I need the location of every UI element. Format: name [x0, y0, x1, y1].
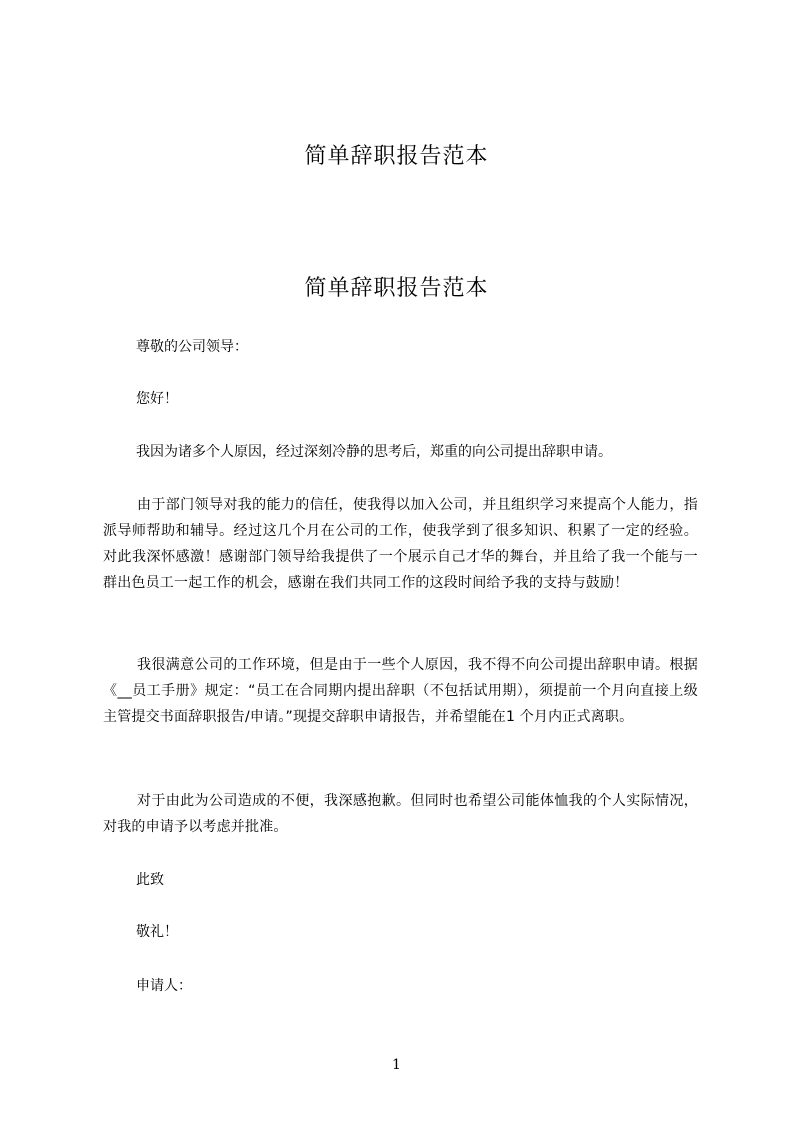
intro-paragraph: 我因为诸多个人原因，经过深刻冷静的思考后，郑重的向公司提出辞职申请。 [136, 444, 612, 460]
salutation: 尊敬的公司领导： [136, 339, 248, 355]
page-title: 简单辞职报告范本 [304, 276, 489, 301]
applicant-label: 申请人： [136, 978, 192, 994]
apology-paragraph: 对于由此为公司造成的不便，我深感抱歉。但同时也希望公司能体恤我的个人实际情况，对我的申请予以考虑并批准。 [103, 793, 698, 835]
page-number: 1 [392, 1057, 401, 1073]
header-title: 简单辞职报告范本 [304, 144, 489, 169]
greeting: 您好！ [136, 391, 178, 407]
gratitude-paragraph: 由于部门领导对我的能力的信任，使我得以加入公司，并且组织学习来提高个人能力，指派导师帮助和辅导。经过这几个月在公司的工作，使我学到了很多知识、积累了一定的经验。对此我深怀感激！感谢部门领导给我提供了一个展示自己才华的舞台，并且给了我一个能与一群出色员工一起工作的机会，感谢在我们共同工作的这段时间给予我的支持与鼓励！ [103, 497, 698, 591]
reason-paragraph: 我很满意公司的工作环境，但是由于一些个人原因，我不得不向公司提出辞职申请。根据《__员工手册》规定：“员工在合同期内提出辞职（不包括试用期），须提前一个月向直接上级主管提交书面辞职报告/申请。”现提交辞职申请报告，并希望能在1 个月内正式离职。 [103, 657, 698, 725]
closing-regards: 敬礼！ [136, 924, 178, 940]
closing-salutation: 此致 [136, 872, 164, 888]
